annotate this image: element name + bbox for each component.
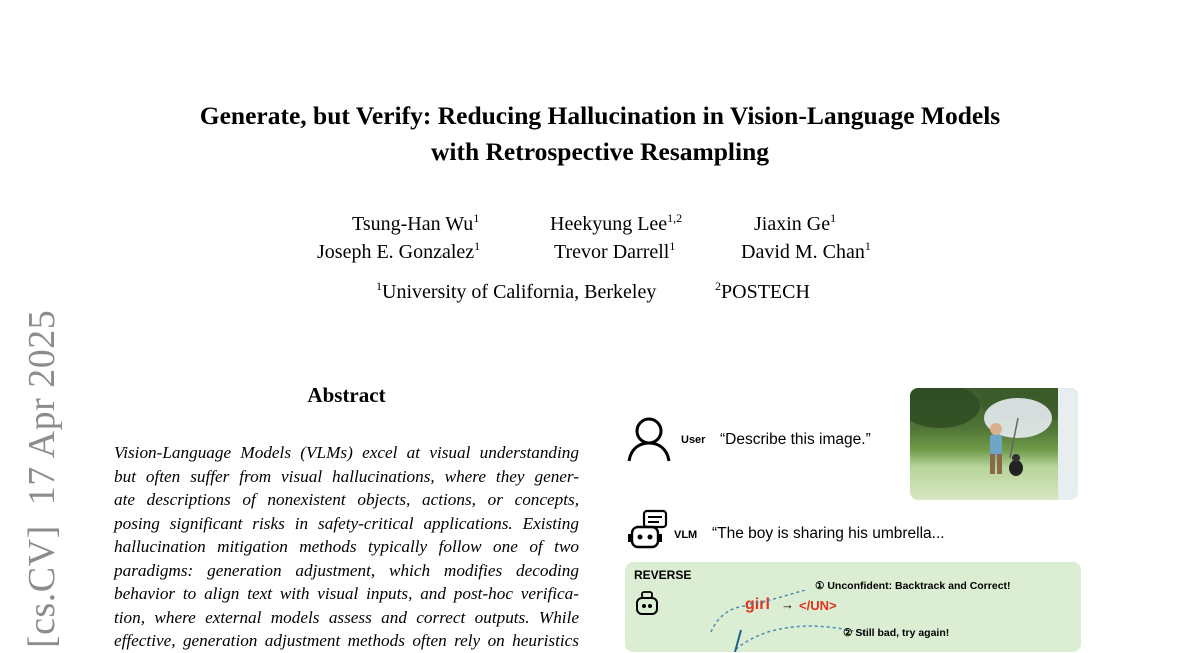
author-name: David M. Chan$^1$ (741, 239, 871, 263)
arrow-right-icon: → (781, 597, 794, 612)
example-photo (910, 388, 1078, 500)
abstract-line: behavior to align text with visual inputs, and post-hoc verifica- (114, 584, 579, 603)
abstract-line: Vision-Language Models (VLMs) excel at visual understanding (114, 443, 579, 462)
user-prompt: “Describe this image.” (720, 431, 871, 448)
teaser-figure (620, 385, 1090, 648)
user-role-label: User (681, 434, 706, 446)
vlm-response: “The boy is sharing his umbrella... (712, 525, 945, 542)
abstract-heading: Abstract (307, 383, 386, 407)
token-girl: girl (745, 596, 770, 613)
abstract-line: tion, where external models assess and correct outputs. While (114, 607, 579, 627)
author-row-1 (0, 213, 1200, 239)
reverse-panel (625, 562, 1081, 652)
affiliation: $^2$POSTECH (715, 279, 810, 303)
title-line-1: Generate, but Verify: Reducing Hallucination in Vision-Language Models (199, 101, 1001, 130)
affiliation: $^1$University of California, Berkeley (376, 279, 657, 303)
step-1-note: ① Unconfident: Backtrack and Correct! (815, 580, 1011, 592)
author-row-2 (0, 241, 1200, 267)
user-icon (626, 415, 672, 463)
abstract-line: effective, generation adjustment methods often rely on heuristics (114, 631, 579, 650)
arxiv-identifier-stamp: [cs.CV] 17 Apr 2025 (21, 309, 63, 648)
abstract-text (114, 441, 579, 653)
abstract-line: posing significant risks in safety-critical applications. Existing (114, 513, 579, 533)
abstract-line: hallucination mitigation methods typically follow one of two (114, 537, 579, 556)
paper-title (120, 98, 1080, 170)
backtrack-arrows (705, 590, 925, 652)
vlm-role-label: VLM (674, 529, 698, 541)
title-line-2: with Retrospective Resampling (430, 137, 770, 166)
vlm-robot-icon (626, 509, 670, 551)
author-name: Heekyung Lee$^{1,2}$ (550, 211, 683, 235)
photo-scene (910, 388, 1078, 500)
step-2-note: ② Still bad, try again! (843, 627, 950, 639)
author-name: Jiaxin Ge$^1$ (754, 211, 837, 235)
abstract-line: ate descriptions of nonexistent objects, actions, or concepts, (114, 490, 579, 509)
author-name: Trevor Darrell$^1$ (554, 239, 676, 263)
reverse-label: REVERSE (634, 568, 692, 582)
author-name: Tsung-Han Wu$^1$ (352, 211, 480, 235)
robot-small-icon (633, 590, 661, 618)
abstract-line: but often suffer from visual hallucinations, where they gener- (114, 466, 579, 486)
token-uncertain: </UN> (799, 598, 837, 613)
abstract-line: paradigms: generation adjustment, which modifies decoding (114, 560, 579, 580)
author-name: Joseph E. Gonzalez$^1$ (317, 239, 481, 263)
